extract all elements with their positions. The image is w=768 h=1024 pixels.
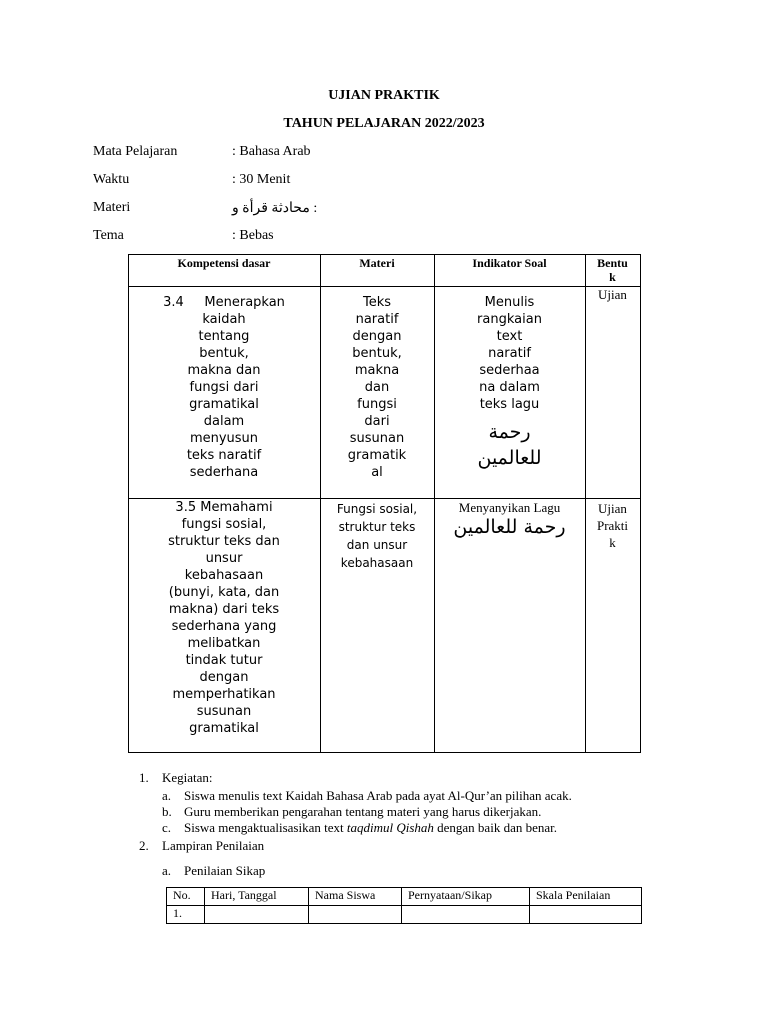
lampiran-sub-title: Penilaian Sikap <box>184 863 266 878</box>
header-indikator: Indikator Soal <box>472 256 547 270</box>
row2-kompetensi: 3.5 Memahami fungsi sosial, struktur teks dan unsur kebahasaan (bunyi, kata, dan makna) dari teks sederhana yang melibatkan tindak tutur dengan memperhatikan susunan gramatikal <box>168 500 280 736</box>
col-header-sikap: Pernyataan/Sikap <box>402 888 530 906</box>
cell-no: 1. <box>167 906 205 924</box>
info-label-material: Materi <box>93 200 131 215</box>
header-materi: Materi <box>359 256 395 270</box>
info-value-theme: : Bebas <box>232 228 274 243</box>
row2-indikator-arabic: رحمة للعالمين <box>453 516 566 538</box>
info-value-subject: : Bahasa Arab <box>232 144 311 159</box>
row2-indikator: Menyanyikan Lagu <box>458 500 561 515</box>
kegiatan-item-c <box>184 820 557 836</box>
row1-indikator: Menulis rangkaian text naratif sederhaa na dalam teks lagu <box>477 295 542 412</box>
cell-nama <box>309 906 402 924</box>
info-value-material: : محادثة قرأة و <box>232 201 318 216</box>
row2-bentuk: Ujian Prakti k <box>596 501 629 550</box>
row1-indikator-arabic: رحمة للعالمين <box>477 421 542 469</box>
info-value-time: : 30 Menit <box>232 172 291 187</box>
col-header-no: No. <box>167 888 205 906</box>
header-kompetensi: Kompetensi dasar <box>177 256 271 270</box>
kegiatan-item-a-letter: a. <box>162 788 172 803</box>
page-title: UJIAN PRAKTIK <box>328 88 440 103</box>
col-header-tanggal: Hari, Tanggal <box>205 888 309 906</box>
kegiatan-item-b-letter: b. <box>162 804 172 819</box>
lampiran-sub-letter: a. <box>162 863 172 878</box>
kegiatan-item-c-before: Siswa mengaktualisasikan text <box>184 820 347 835</box>
kegiatan-item-a: Siswa menulis text Kaidah Bahasa Arab pada ayat Al-Qur’an pilihan acak. <box>184 788 572 803</box>
cell-sikap <box>402 906 530 924</box>
penilaian-sikap-table <box>166 887 642 924</box>
kegiatan-item-c-letter: c. <box>162 820 172 835</box>
info-label-time: Waktu <box>93 172 130 187</box>
kegiatan-item-b: Guru memberikan pengarahan tentang materi yang harus dikerjakan. <box>184 804 542 819</box>
page-subtitle: TAHUN PELAJARAN 2022/2023 <box>283 116 485 131</box>
lampiran-number: 2. <box>139 838 149 853</box>
cell-tanggal <box>205 906 309 924</box>
kegiatan-title: Kegiatan: <box>162 770 213 785</box>
table-header-divider <box>128 286 641 287</box>
row1-bentuk: Ujian <box>598 287 627 302</box>
row1-materi: Teks naratif dengan bentuk, makna dan fungsi dari susunan gramatik al <box>347 295 407 480</box>
header-bentuk: Bentu k <box>597 256 628 284</box>
table-border-right <box>640 254 641 753</box>
info-label-subject: Mata Pelajaran <box>93 144 178 159</box>
col-header-nama: Nama Siswa <box>309 888 402 906</box>
row1-kompetensi: 3.4 Menerapkan kaidah tentang bentuk, makna dan fungsi dari gramatikal dalam menyusun teks naratif sederhana <box>163 295 285 480</box>
table-row <box>167 906 642 924</box>
lampiran-title: Lampiran Penilaian <box>162 838 265 853</box>
row2-materi: Fungsi sosial, struktur teks dan unsur kebahasaan <box>336 502 418 570</box>
kegiatan-item-c-italic: taqdimul Qishah <box>346 820 434 835</box>
table-border-top <box>128 254 641 255</box>
cell-skala <box>530 906 642 924</box>
table-border-bottom <box>128 752 641 753</box>
col-header-skala: Skala Penilaian <box>530 888 642 906</box>
penilaian-header-row <box>167 888 642 906</box>
table-border-left <box>128 254 129 753</box>
kegiatan-number: 1. <box>139 770 149 785</box>
kegiatan-item-c-after: dengan baik dan benar. <box>433 820 557 835</box>
info-label-theme: Tema <box>93 228 124 243</box>
